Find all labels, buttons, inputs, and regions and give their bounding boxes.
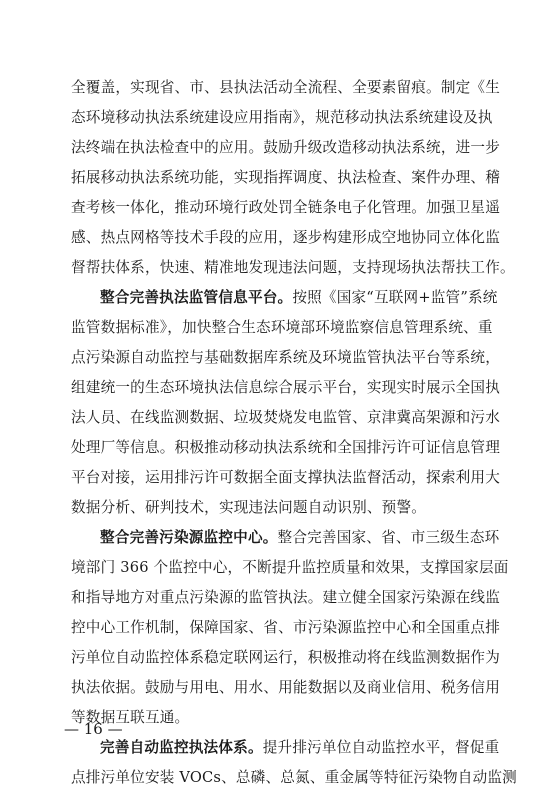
line-text: 处理厂等信息。积极推动移动执法系统和全国排污许可证信息管理 — [71, 439, 501, 456]
text-line — [71, 673, 501, 703]
page-number: — 16 — — [64, 720, 123, 738]
line-text: 点排污单位安装 VOCs、总磷、总氮、重金属等特征污染物自动监测 — [71, 769, 517, 786]
text-line — [71, 163, 501, 193]
line-text: 法人员、在线监测数据、垃圾焚烧发电监管、京津冀高架源和污水 — [71, 409, 501, 426]
line-text: 平台对接，运用排污许可数据全面支撑执法监督活动，探索利用大 — [71, 469, 501, 486]
text-line — [71, 253, 515, 283]
text-line — [71, 613, 501, 643]
line-text: 感、热点网格等技术手段的应用，逐步构建形成空地协同立体化监 — [71, 229, 501, 246]
line-text: 态环境移动执法系统建设应用指南》，规范移动执法系统建设及执 — [71, 109, 493, 126]
paragraph-heading-line — [71, 733, 500, 763]
line-text: 提升排污单位自动监控水平，督促重 — [262, 739, 500, 756]
text-line — [71, 193, 501, 223]
line-text: 污单位自动监控体系稳定联网运行，积极推动将在线监测数据作为 — [71, 649, 501, 666]
paragraph-heading: 完善自动监控执法体系。 — [100, 739, 263, 756]
line-text: 和指导地方对重点污染源的监管执法。建立健全国家污染源在线监 — [71, 589, 501, 606]
line-text: 控中心工作机制，保障国家、省、市污染源监控中心和全国重点排 — [71, 619, 501, 636]
document-body — [71, 73, 517, 793]
line-text: 境部门 366 个监控中心，不断提升监控质量和效果，支撑国家层面 — [71, 559, 509, 576]
line-text: 查考核一体化，推动环境行政处罚全链条电子化管理。加强卫星遥 — [71, 199, 501, 216]
line-text: 组建统一的生态环境执法信息综合展示平台，实现实时展示全国执 — [71, 379, 501, 396]
text-line — [71, 433, 501, 463]
paragraph-heading: 整合完善污染源监控中心。 — [100, 529, 278, 546]
text-line — [71, 463, 501, 493]
text-line — [71, 403, 501, 433]
line-text: 执法依据。鼓励与用电、用水、用能数据以及商业信用、税务信用 — [71, 679, 501, 696]
line-text: 全覆盖，实现省、市、县执法活动全流程、全要素留痕。制定《生 — [71, 79, 501, 96]
line-text: 点污染源自动监控与基础数据库系统及环境监管执法平台等系统， — [71, 349, 501, 366]
text-line — [71, 703, 491, 733]
text-line — [71, 493, 491, 523]
line-text: 整合完善国家、省、市三级生态环 — [277, 529, 500, 546]
text-line — [71, 343, 501, 373]
line-text: 数据分析、研判技术，实现违法问题自动识别、预警。 — [71, 499, 427, 516]
line-text: 督帮扶体系，快速、精准地发现违法问题，支持现场执法帮扶工作。 — [71, 259, 515, 276]
text-line — [71, 103, 491, 133]
text-line — [71, 643, 501, 673]
paragraph-heading-line — [71, 523, 500, 553]
line-text: 监管数据标准》，加快整合生态环境部环境监察信息管理系统、重 — [71, 319, 493, 336]
text-line — [71, 133, 501, 163]
text-line — [71, 553, 509, 583]
line-text: 等数据互联互通。 — [71, 709, 190, 726]
line-text: 拓展移动执法系统功能，实现指挥调度、执法检查、案件办理、稽 — [71, 169, 501, 186]
text-line — [71, 313, 491, 343]
text-line — [71, 763, 517, 793]
text-line — [71, 73, 501, 103]
text-line — [71, 583, 501, 613]
line-text: 按照《国家“互联网+监管”系统 — [292, 289, 498, 306]
text-line — [71, 223, 501, 253]
paragraph-heading-line — [71, 283, 498, 313]
line-text: 法终端在执法检查中的应用。鼓励升级改造移动执法系统，进一步 — [71, 139, 501, 156]
text-line — [71, 373, 501, 403]
paragraph-heading: 整合完善执法监管信息平台。 — [100, 289, 293, 306]
